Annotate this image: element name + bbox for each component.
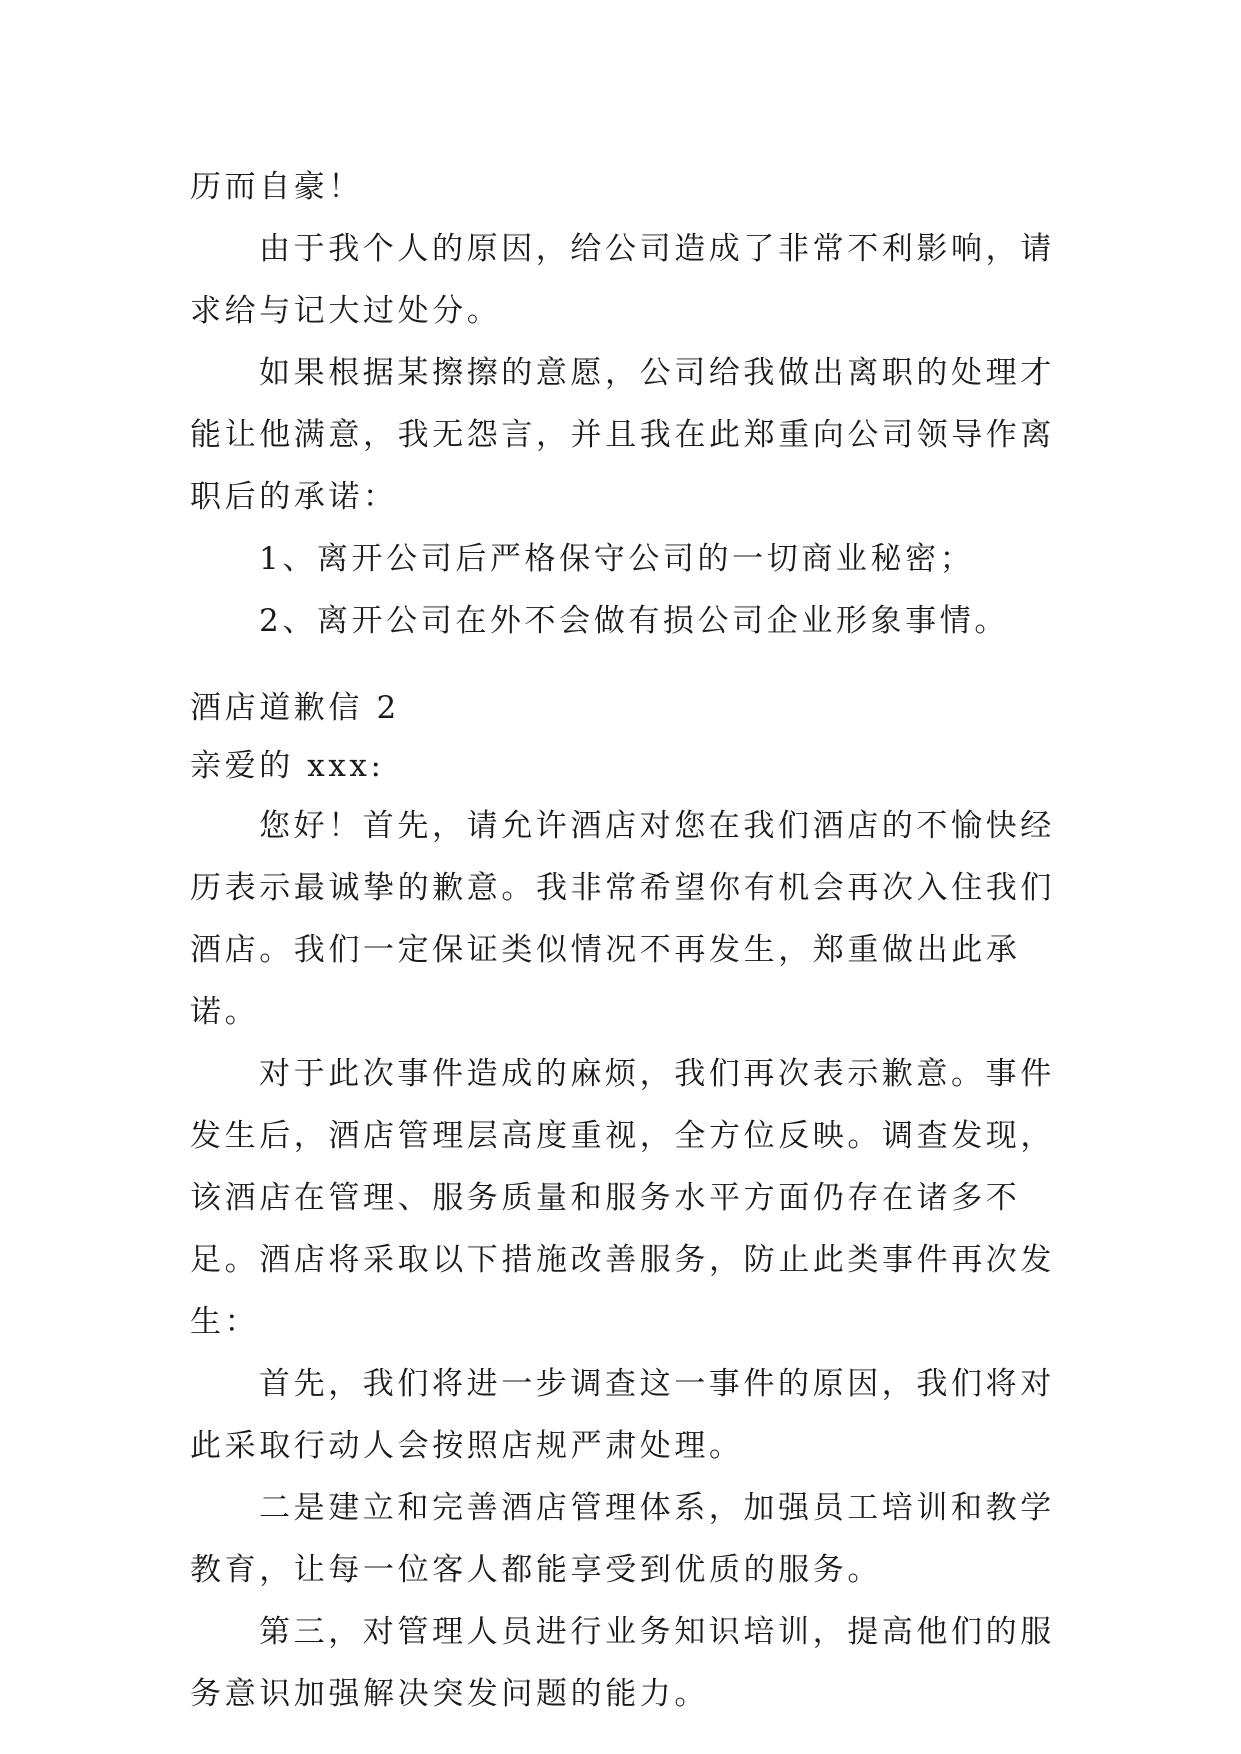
paragraph: 二是建立和完善酒店管理体系，加强员工培训和教学教育，让每一位客人都能享受到优质的服务。 <box>190 1490 1055 1588</box>
section-1-body <box>190 156 1060 652</box>
list-item: 1、离开公司后严格保守公司的一切商业秘密； <box>259 541 975 577</box>
paragraph: 您好！首先，请允许酒店对您在我们酒店的不愉快经历表示最诚挚的歉意。我非常希望你有机会再次入住我们酒店。我们一定保证类似情况不再发生，郑重做出此承诺。 <box>190 808 1055 1030</box>
paragraph: 第三，对管理人员进行业务知识培训，提高他们的服务意识加强解决突发问题的能力。 <box>190 1614 1055 1712</box>
paragraph-continuation: 历而自豪！ <box>190 169 363 205</box>
paragraph: 首先，我们将进一步调查这一事件的原因，我们将对此采取行动人会按照店规严肃处理。 <box>190 1366 1055 1464</box>
paragraph: 由于我个人的原因，给公司造成了非常不利影响，请求给与记大过处分。 <box>190 231 1055 329</box>
paragraph: 对于此次事件造成的麻烦，我们再次表示歉意。事件发生后，酒店管理层高度重视，全方位反映。调查发现，该酒店在管理、服务质量和服务水平方面仍存在诸多不足。酒店将采取以下措施改善服务，防止此类事件再次发生： <box>190 1056 1055 1340</box>
section-2 <box>190 679 1060 1725</box>
letter-salutation: 亲爱的 xxx: <box>190 748 385 784</box>
list-item: 2、离开公司在外不会做有损公司企业形象事情。 <box>259 603 1009 639</box>
paragraph: 如果根据某擦擦的意愿，公司给我做出离职的处理才能让他满意，我无怨言，并且我在此郑重向公司领导作离职后的承诺： <box>190 355 1055 515</box>
letter-title: 酒店道歉信 2 <box>190 690 400 726</box>
